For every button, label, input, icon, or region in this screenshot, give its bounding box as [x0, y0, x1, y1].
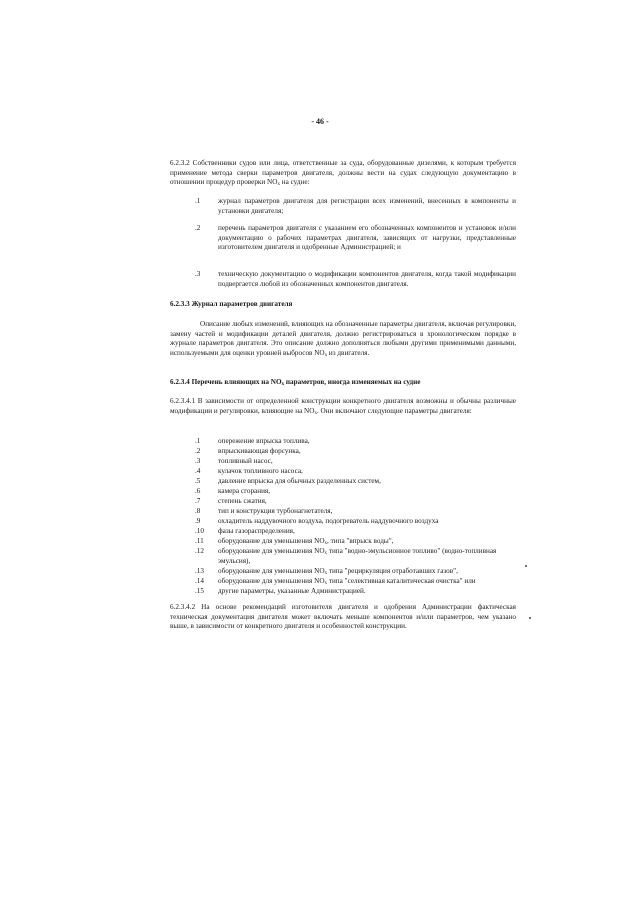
- list-item-text: [218, 577, 523, 587]
- list-item-number: .9: [195, 517, 201, 525]
- subscript-x: x: [324, 571, 328, 576]
- list-item-number: .14: [195, 577, 204, 585]
- list-item-text: тип и конструкция турбонагнетателя,: [218, 507, 333, 515]
- list-item-text: [218, 547, 523, 566]
- list-item-number: .10: [195, 527, 204, 535]
- list-item: [170, 547, 530, 567]
- parameter-list: [170, 437, 530, 597]
- list-item: [170, 487, 530, 497]
- subscript-x: x: [324, 541, 328, 546]
- list-item-text-tail: типа "рециркуляция отработавших газов",: [327, 567, 458, 575]
- list-item-number: .5: [195, 477, 201, 485]
- list-item-text-lead: оборудование для уменьшения NO: [218, 567, 325, 575]
- heading-6-2-3-4-text: 6.2.3.4 Перечень влияющих на NO: [170, 378, 282, 386]
- paragraph-6-2-3-3-text: Описание любых изменений, влияющих на обозначенные параметры двигателя, включая регулировки, замену частей и модификации деталей двигателя, должно регистрироваться в хронологическом порядке в журнале параметров двигателя. Это описание должно дополняться любыми другими применимыми данными, используемыми для оценки уровней выбросов NO: [170, 320, 516, 357]
- list-item-text: другие параметры, указанные Администрацией.: [218, 587, 366, 595]
- paragraph-6-2-3-4-2: 6.2.3.4.2 На основе рекомендаций изготовителя двигателя и одобрения Администрации фактическая техническая документация двигателя может включать меньше компонентов и/или параметров, чем указано выше, в зависимости от конкретного двигателя и особенностей конструкции.: [170, 603, 516, 631]
- paragraph-6-2-3-2-text: 6.2.3.2 Собственники судов или лица, ответственные за суда, оборудованные дизелями, к которым требуется применение метода сверки параметров двигателя, должны вести на судах следующую документацию в отношении процедур проверки NO: [170, 159, 516, 187]
- list-item: [170, 437, 530, 447]
- list-item: [170, 477, 530, 487]
- list-item: [170, 447, 530, 457]
- paragraph-6-2-3-4-1: [170, 397, 516, 416]
- list-item-text: камера сгорания,: [218, 487, 271, 495]
- scan-speck: [525, 565, 527, 567]
- list-item-text-lead: оборудование для уменьшения NO: [218, 537, 325, 545]
- list-item-text: журнал параметров двигателя для регистрации всех изменений, внесенных в компоненты и установки двигателя;: [218, 197, 516, 215]
- subscript-x: x: [324, 551, 328, 556]
- list-item-number: .2: [195, 447, 201, 455]
- paragraph-6-2-3-4-1-text: 6.2.3.4.1 В зависимости от определенной конструкции конкретного двигателя возможны и обычны различные модификации и регулировки, влияющие на NO: [170, 397, 516, 415]
- list-item-text: фазы газораспределения,: [218, 527, 295, 535]
- page-number: - 46 -: [311, 117, 329, 126]
- list-item-number: .6: [195, 487, 201, 495]
- list-item-text-tail: , типа "впрыск воды",: [327, 537, 394, 545]
- paragraph-6-2-3-2-tail: на судне:: [279, 178, 310, 187]
- subscript-x: x: [277, 182, 280, 188]
- list-item: [170, 527, 530, 537]
- subscript-x: x: [324, 581, 328, 586]
- subscript-x: x: [281, 382, 285, 387]
- list-item-text-tail: типа "селективная каталитическая очистка" или: [327, 577, 476, 585]
- list-item-text: техническую документацию о модификации компонентов двигателя, когда такой модификации подвергается любой из обозначенных компонентов двигателя.: [218, 270, 516, 288]
- list-item-text: перечень параметров двигателя с указанием его обозначенных компонентов и установок и/или документацию о рабочих параметрах двигателя, зависящих от нагрузки, представленные изготовителем двигателя и одобренные Администрацией; и: [218, 224, 516, 252]
- list-item-text: степень сжатия,: [218, 497, 267, 505]
- list-item-number: .12: [195, 547, 204, 555]
- list-item-number: .4: [195, 467, 201, 475]
- list-item-number: .8: [195, 507, 201, 515]
- list-item: [170, 457, 530, 467]
- list-item-number: .2: [195, 224, 201, 232]
- list-item: [170, 497, 530, 507]
- subscript-x: x: [324, 352, 328, 358]
- list-item-number: .15: [195, 587, 204, 595]
- list-item-text: [218, 567, 523, 577]
- list-item: [170, 507, 530, 517]
- paragraph-6-2-3-4-1-tail: . Они включают следующие параметры двигателя:: [316, 406, 472, 415]
- list-item-text-lead: оборудование для уменьшения NO: [218, 577, 325, 585]
- list-item-number: .1: [195, 437, 201, 445]
- list-item-number: .3: [195, 270, 201, 278]
- list-item: [170, 567, 530, 577]
- list-item-text-lead: оборудование для уменьшения NO: [218, 547, 325, 555]
- paragraph-6-2-3-2: [170, 159, 516, 188]
- list-item-text: давление впрыска для обычных разделенных систем,: [218, 477, 381, 485]
- list-item-text: впрыскивающая форсунка,: [218, 447, 301, 455]
- list-item-number: .3: [195, 457, 201, 465]
- list-item: [170, 587, 530, 597]
- list-item-text: опережение впрыска топлива,: [218, 437, 310, 445]
- scan-speck: [529, 617, 531, 619]
- heading-6-2-3-4: [170, 378, 516, 388]
- list-item-text: кулачок топливного насоса,: [218, 467, 303, 475]
- list-item: [170, 467, 530, 477]
- list-item-number: .1: [195, 197, 201, 205]
- list-item-number: .13: [195, 567, 204, 575]
- list-item-text: охладитель наддувочного воздуха, подогреватель наддувочного воздуха: [218, 517, 439, 525]
- list-item: [170, 537, 530, 547]
- list-item: [170, 517, 530, 527]
- heading-6-2-3-4-tail: параметров, иногда изменяемых на судне: [284, 378, 421, 386]
- heading-6-2-3-3: 6.2.3.3 Журнал параметров двигателя: [170, 300, 293, 308]
- list-item-text-tail: типа "водно-эмульсионное топливо" (водно-топливная эмульсия),: [218, 547, 497, 565]
- list-item-number: .7: [195, 497, 201, 505]
- list-item: [170, 577, 530, 587]
- paragraph-6-2-3-3-tail: из двигателя.: [327, 348, 370, 357]
- paragraph-6-2-3-3: [170, 320, 516, 358]
- list-item-text: [218, 537, 523, 547]
- list-item-text: топливный насос,: [218, 457, 273, 465]
- list-item-number: .11: [195, 537, 204, 545]
- subscript-x: x: [314, 410, 317, 416]
